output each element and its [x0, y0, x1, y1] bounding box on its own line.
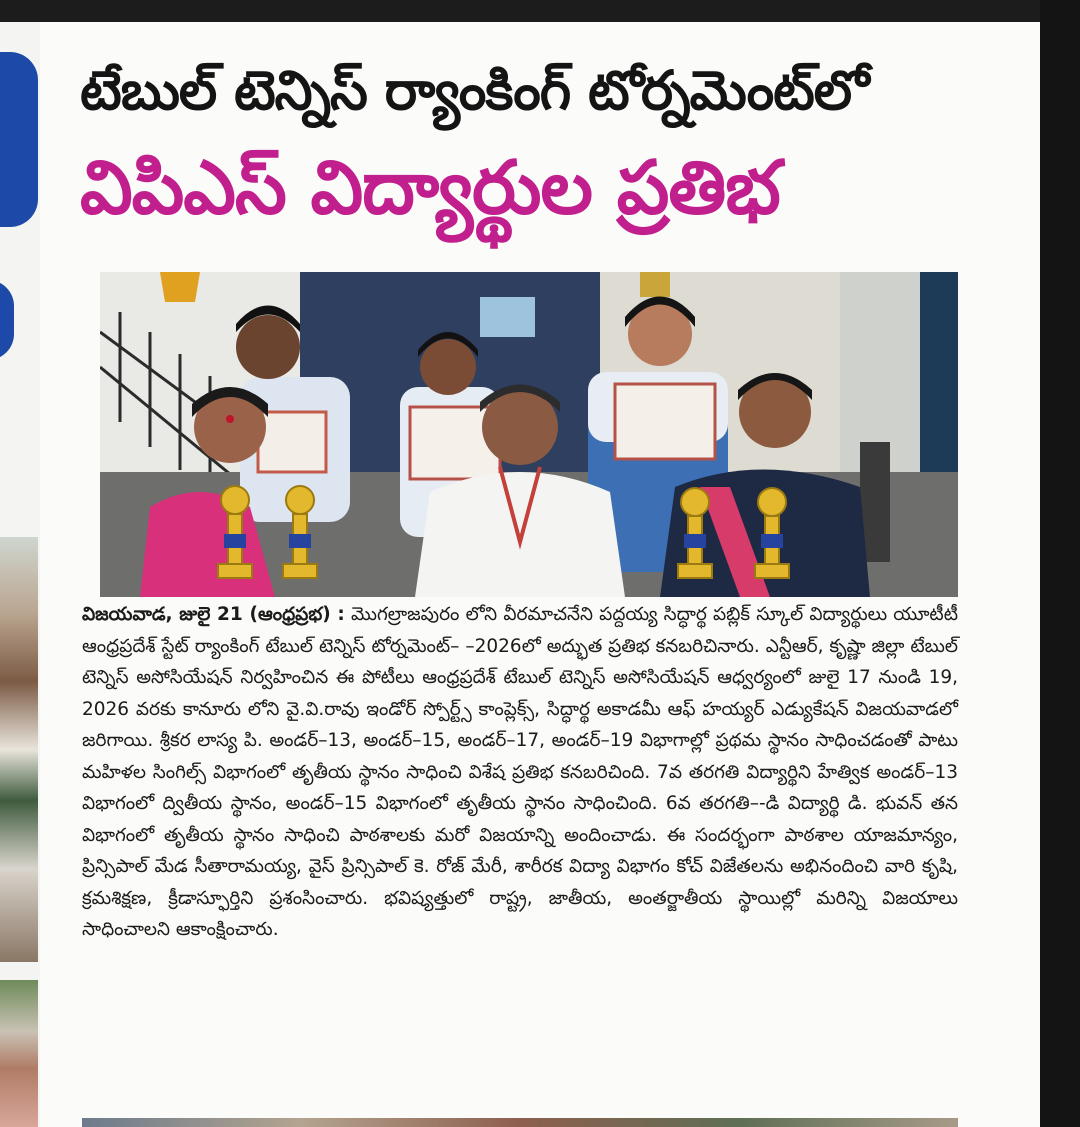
headline-line-2: విపిఎస్ విద్యార్థుల ప్రతిభ	[80, 145, 780, 231]
adjacent-photo-lower	[0, 980, 38, 1127]
blue-side-tab	[0, 52, 38, 227]
adjacent-photo	[0, 537, 38, 962]
newspaper-clipping	[0, 22, 1040, 1127]
blue-side-tab-small	[0, 280, 14, 360]
news-photo	[100, 272, 958, 597]
article-body	[82, 599, 958, 946]
adjacent-column-strip	[0, 22, 40, 1127]
top-bar	[0, 0, 1080, 22]
next-article-photo-edge	[82, 1118, 958, 1127]
right-edge-bar	[1040, 0, 1080, 1127]
dateline: విజయవాడ, జులై 21 (ఆంధ్రప్రభ) :	[82, 604, 345, 625]
article-text: మొగల్రాజపురం లోని వీరమాచనేని పద్దయ్య సిద్ధార్థ పబ్లిక్ స్కూల్ విద్యార్థులు యూటీటీ ఆంధ్రప్రదేశ్ స్టేట్ ర్యాంకింగ్ టేబుల్ టెన్నిస్ టోర్నమెంట్– –2026లో అద్భుత ప్రతిభ కనబరిచినారు. ఎన్టీఆర్, కృష్ణా జిల్లా టేబుల్ టెన్నిస్ అసోసియేషన్ నిర్వహించిన ఈ పోటీలు ఆంధ్రప్రదేశ్ టేబుల్ టెన్నిస్ అసోసియేషన్ ఆధ్వర్యంలో జులై 17 నుండి 19, 2026 వరకు కానూరు లోని వై.వి.రావు ఇండోర్ స్పోర్ట్స్ కాంప్లెక్స్, సిద్ధార్థ అకాడమీ ఆఫ్ హయ్యర్ ఎడ్యుకేషన్ విజయవాడలో జరిగాయి. శ్రీకర లాస్య పి. అండర్–13, అండర్–15, అండర్–17, అండర్–19 విభాగాల్లో ప్రథమ స్థానం సాధించడంతో పాటు మహిళల సింగిల్స్ విభాగంలో తృతీయ స్థానం సాధించి విశేష ప్రతిభ కనబరిచింది. 7వ తరగతి విద్యార్థిని హేత్విక అండర్–13 విభాగంలో ద్వితీయ స్థానం, అండర్–15 విభాగంలో తృతీయ స్థానం సాధించింది. 6వ తరగతి–-డి విద్యార్థి డి. భువన్ తన విభాగంలో తృతీయ స్థానం సాధించి పాఠశాలకు మరో విజయాన్ని అందించాడు. ఈ సందర్భంగా పాఠశాల యాజమాన్యం, ప్రిన్సిపాల్ మేడ సీతారామయ్య, వైస్ ప్రిన్సిపాల్ కె. రోజ్ మేరీ, శారీరక విద్యా విభాగం కోచ్ విజేతలను అభినందించి వారి కృషి, క్రమశిక్షణ, క్రీడాస్ఫూర్తిని ప్రశంసించారు. భవిష్యత్తులో రాష్ట్ర, జాతీయ, అంతర్జాతీయ స్థాయిల్లో మరిన్ని విజయాలు సాధించాలని ఆకాంక్షించారు.	[82, 604, 958, 940]
headline-line-1: టేబుల్ టెన్నిస్ ర్యాంకింగ్ టోర్నమెంట్‌లో	[80, 59, 869, 122]
